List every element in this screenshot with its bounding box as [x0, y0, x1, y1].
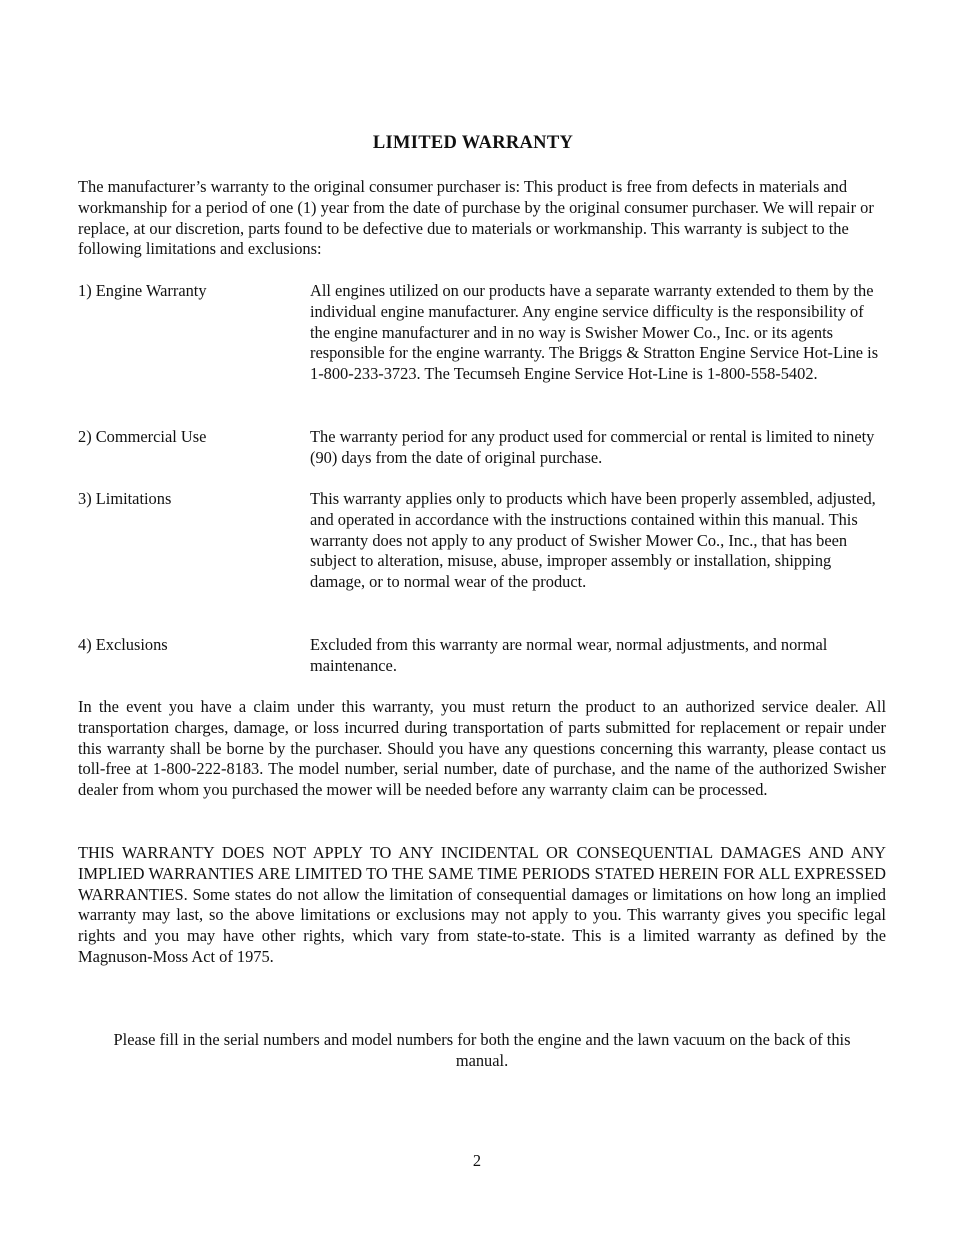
- claim-paragraph: In the event you have a claim under this warranty, you must return the product to an authorized service dealer. All transportation charges, damage, or loss incurred during transportation of parts submitted for replacement or repair under this warranty shall be borne by the purchaser. Should you have any questions concerning this warranty, please contact us toll-free at 1-800-222-8183. The model number, serial number, date of purchase, and the name of the authorized Swisher dealer from whom you purchased the mower will be needed before any warranty claim can be processed.: [78, 697, 886, 800]
- warranty-item-text: This warranty applies only to products which have been properly assembled, adjusted, and operated in accordance with the instructions contained within this manual. This warranty does not apply to any product of Swisher Mower Co., Inc., that has been subject to alteration, misuse, abuse, improper assembly or installation, shipping damage, or to normal wear of the product.: [310, 489, 876, 592]
- warranty-item-label: 1) Engine Warranty: [78, 281, 207, 300]
- warranty-item-text: The warranty period for any product used for commercial or rental is limited to ninety (90) days from the date of original purchase.: [310, 427, 875, 467]
- disclaimer-paragraph: THIS WARRANTY DOES NOT APPLY TO ANY INCIDENTAL OR CONSEQUENTIAL DAMAGES AND ANY IMPLIED WARRANTIES ARE LIMITED TO THE SAME TIME PERIODS STATED HEREIN FOR ALL EXPRESSED WARRANTIES. Some states do not allow the limitation of consequential damages or limitations on how long an implied warranty may last, so the above limitations or exclusions may not apply to you. This warranty gives you specific legal rights and you may have other rights, which vary from state-to-state. This is a limited warranty as defined by the Magnuson-Moss Act of 1975.: [78, 843, 886, 966]
- warranty-item-label: 3) Limitations: [78, 489, 172, 508]
- warranty-item-label: 4) Exclusions: [78, 635, 168, 654]
- page-number: 2: [472, 1151, 482, 1170]
- warranty-item-label: 2) Commercial Use: [78, 427, 207, 446]
- fill-in-notice: Please fill in the serial numbers and model numbers for both the engine and the lawn vacuum on the back of this manual.: [113, 1030, 851, 1070]
- intro-paragraph: The manufacturer’s warranty to the original consumer purchaser is: This product is free from defects in materials and workmanship for a period of one (1) year from the date of purchase by the original consumer purchaser. We will repair or replace, at our discretion, parts found to be defective due to materials or workmanship. This warranty is subject to the following limitations and exclusions:: [78, 177, 874, 259]
- warranty-item-text: Excluded from this warranty are normal wear, normal adjustments, and normal maintenance.: [310, 635, 828, 675]
- warranty-item-text: All engines utilized on our products have a separate warranty extended to them by the individual engine manufacturer. Any engine service difficulty is the responsibility of the engine manufacturer and in no way is Swisher Mower Co., Inc. or its agents responsible for the engine warranty. The Briggs & Stratton Engine Service Hot-Line is 1-800-233-3723. The Tecumseh Engine Service Hot-Line is 1-800-558-5402.: [310, 281, 879, 384]
- page-title: LIMITED WARRANTY: [372, 133, 574, 153]
